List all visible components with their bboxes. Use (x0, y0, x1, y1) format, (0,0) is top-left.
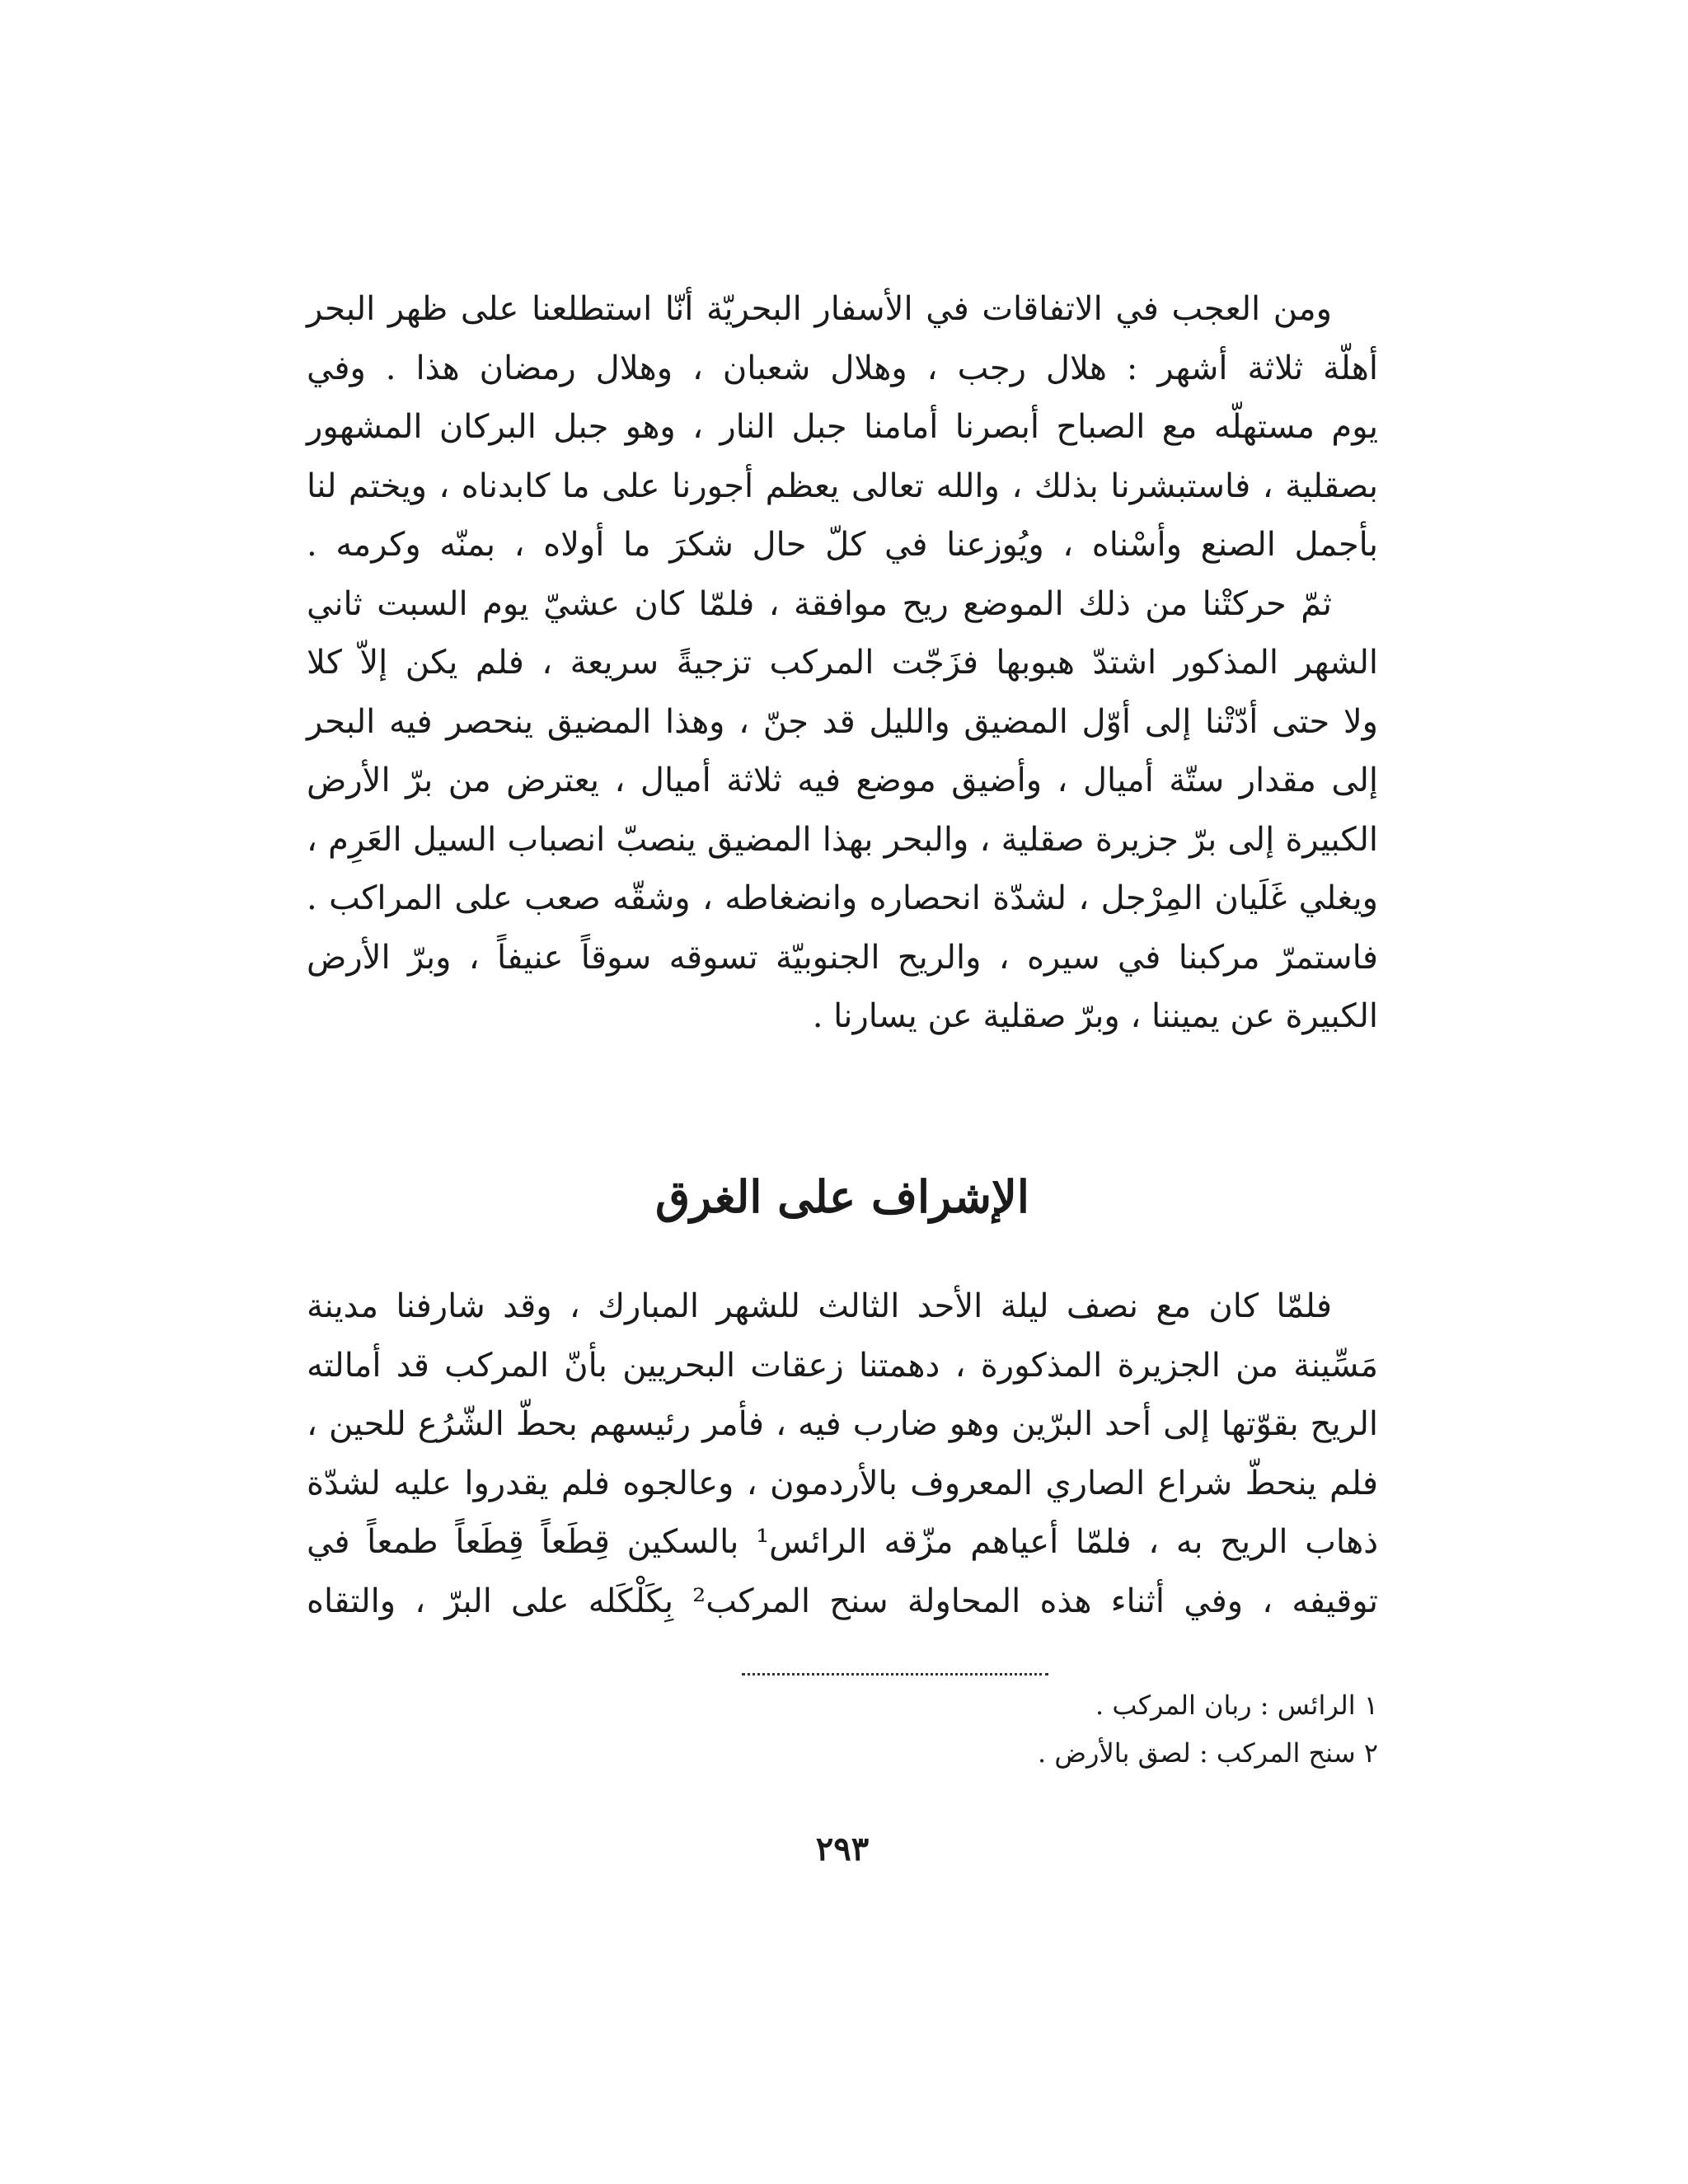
footnote-1: ١ الرائس : ربان المركب . (1095, 1690, 1378, 1721)
text-line: أهلّة ثلاثة أشهر : هلال رجب ، وهلال شعبان ، وهلال رمضان هذا . وفي (307, 349, 1378, 387)
paragraph-1 (307, 280, 1378, 575)
footnote-2: ٢ سنح المركب : لصق بالأرض . (1038, 1737, 1378, 1769)
text-line: إلى مقدار ستّة أميال ، وأضيق موضع فيه ثلاثة أميال ، يعترض من برّ الأرض (307, 762, 1379, 799)
text-line: يوم مستهلّه مع الصباح أبصرنا أمامنا جبل النار ، وهو جبل البركان المشهور (307, 408, 1378, 446)
text-line: بصقلية ، فاستبشرنا بذلك ، والله تعالى يعظم أجورنا على ما كابدناه ، ويختم لنا (307, 466, 1378, 505)
page-number: ٢٩٣ (815, 1830, 870, 1868)
text-line: بأجمل الصنع وأسْناه ، ويُوزعنا في كلّ حال شكرَ ما أولاه ، بمنّه وكرمه . (307, 526, 1378, 564)
text-line: فاستمرّ مركبنا في سيره ، والريح الجنوبيّة تسوقه سوقاً عنيفاً ، وبرّ الأرض (307, 938, 1378, 977)
text-line: الريح بقوّتها إلى أحد البرّين وهو ضارب فيه ، فأمر رئيسهم بحطّ الشّرُع للحين ، (307, 1405, 1378, 1443)
paragraph-2 (307, 575, 1378, 1047)
section-heading: الإشراف على الغرق (655, 1170, 1029, 1223)
text-line: ولا حتى أدّتْنا إلى أوّل المضيق والليل قد جنّ ، وهذا المضيق ينحصر فيه البحر (307, 702, 1378, 741)
text-line: ذهاب الريح به ، فلمّا أعياهم مزّقه الرائس¹ بالسكين قِطَعاً قِطَعاً طمعاً في (307, 1523, 1378, 1561)
text-line: توقيفه ، وفي أثناء هذه المحاولة سنح المركب² بِكَلْكَله على البرّ ، والتقاه (307, 1582, 1379, 1620)
text-line: مَسِّينة من الجزيرة المذكورة ، دهمتنا زعقات البحريين بأنّ المركب قد أمالته (307, 1346, 1378, 1385)
text-line: ومن العجب في الاتفاقات في الأسفار البحريّة أنّا استطلعنا على ظهر البحر (307, 290, 1332, 328)
text-line: الشهر المذكور اشتدّ هبوبها فزَجّت المركب تزجيةً سريعة ، فلم يكن إلاّ كلا (307, 644, 1378, 682)
footnote-separator (742, 1673, 1048, 1675)
book-page (307, 280, 1379, 1868)
text-line: فلمّا كان مع نصف ليلة الأحد الثالث للشهر المبارك ، وقد شارفنا مدينة (307, 1287, 1332, 1325)
text-line: ويغلي غَلَيان المِرْجل ، لشدّة انحصاره وانضغاطه ، وشقّه صعب على المراكب . (307, 879, 1378, 917)
text-line: ثمّ حركتْنا من ذلك الموضع ريح موافقة ، فلمّا كان عشيّ يوم السبت ثاني (307, 584, 1332, 623)
text-line: الكبيرة إلى برّ جزيرة صقلية ، والبحر بهذا المضيق ينصبّ انصباب السيل العَرِم ، (307, 820, 1378, 859)
paragraph-3 (307, 1277, 1378, 1631)
text-line: الكبيرة عن يميننا ، وبرّ صقلية عن يسارنا . (812, 997, 1378, 1035)
text-line: فلم ينحطّ شراع الصاري المعروف بالأردمون ، وعالجوه فلم يقدروا عليه لشدّة (307, 1464, 1378, 1502)
footnotes (1038, 1681, 1378, 1777)
